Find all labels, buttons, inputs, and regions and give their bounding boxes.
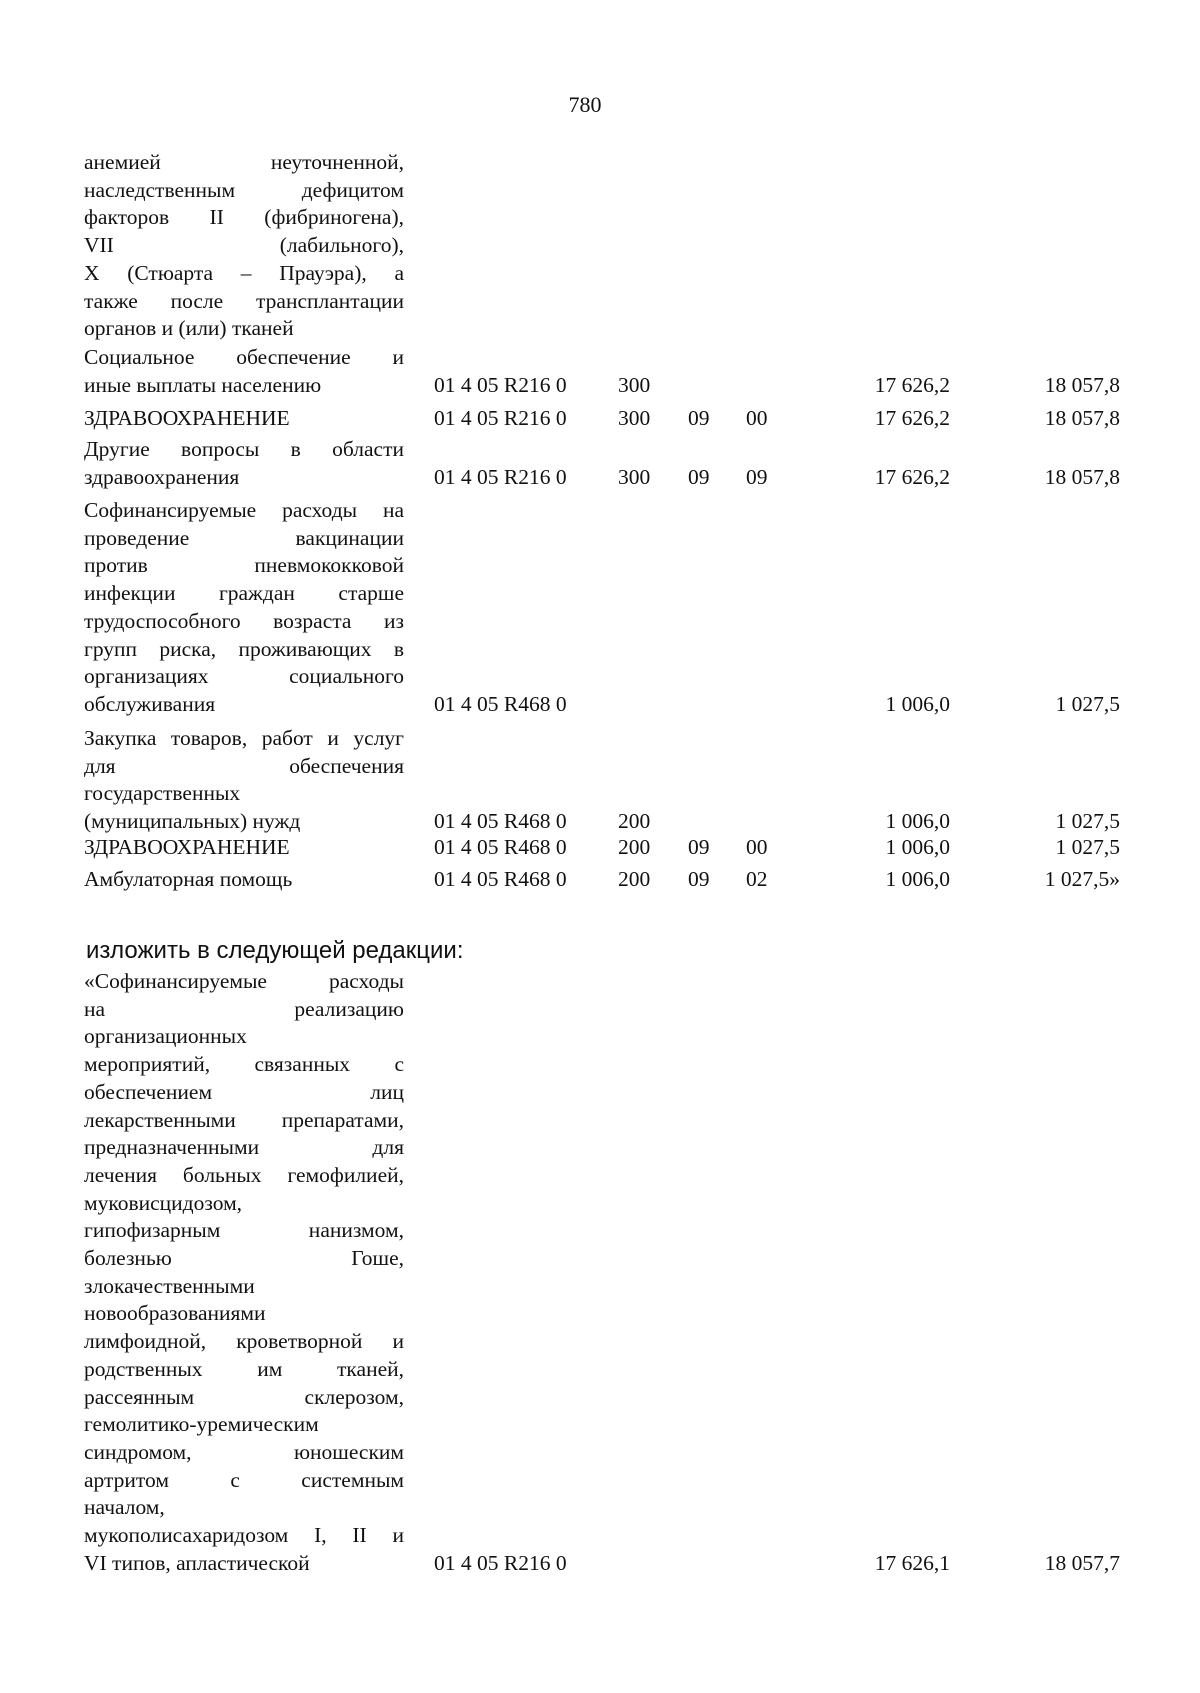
target-article-code: 01 4 05 R216 0 (434, 373, 567, 397)
amount-year-1: 1 006,0 (885, 809, 950, 833)
target-article-code: 01 4 05 R468 0 (434, 867, 567, 891)
description-line: мероприятий, связанных с (84, 1052, 404, 1077)
target-article-code: 01 4 05 R468 0 (434, 835, 567, 859)
section-code: 09 (688, 835, 710, 859)
expense-type-code: 300 (618, 373, 651, 397)
amount-year-2: 18 057,8 (1044, 465, 1120, 489)
description-line: Софинансируемые расходы на (84, 498, 404, 522)
amount-year-2: 1 027,5 (1055, 835, 1120, 859)
description-line: групп риска, проживающих в (84, 636, 404, 661)
subsection-code: 00 (746, 406, 768, 430)
description-line: обслуживания (84, 691, 216, 716)
description-line: организационных (84, 1024, 247, 1049)
description-line: факторов II (фибриногена), (84, 205, 404, 230)
expense-type-code: 200 (618, 835, 651, 859)
description-line: гемолитико-уремическим (84, 1412, 319, 1437)
description-line: артритом с системным (84, 1467, 404, 1492)
subsection-code: 00 (746, 835, 768, 859)
description-line: VI типов, апластической (84, 1550, 310, 1575)
description-line: Амбулаторная помощь (84, 867, 293, 891)
description-line: рассеянным склерозом, (84, 1384, 404, 1409)
target-article-code: 01 4 05 R468 0 (434, 692, 567, 716)
amount-year-2: 18 057,7 (1044, 1551, 1120, 1575)
description-line: новообразованиями (84, 1301, 266, 1326)
description-line: наследственным дефицитом (84, 177, 404, 202)
row-description (84, 344, 404, 399)
amount-year-1: 17 626,2 (874, 406, 950, 430)
description-line: лекарственными препаратами, (84, 1107, 404, 1132)
description-line: на реализацию (84, 996, 404, 1021)
amount-year-1: 1 006,0 (885, 867, 950, 891)
amount-year-1: 1 006,0 (885, 835, 950, 859)
row-description (84, 497, 404, 719)
description-line: началом, (84, 1495, 165, 1520)
description-line: также после трансплантации (84, 288, 404, 313)
description-line: муковисцидозом, (84, 1190, 243, 1215)
section-code: 09 (688, 465, 710, 489)
expense-type-code: 300 (618, 465, 651, 489)
subsection-code: 02 (746, 867, 768, 891)
row-description (84, 725, 404, 836)
description-line: мукополисахаридозом I, II и (84, 1523, 404, 1548)
description-line: родственных им тканей, (84, 1356, 404, 1381)
description-line: синдромом, юношеским (84, 1439, 404, 1464)
target-article-code: 01 4 05 R216 0 (434, 1551, 567, 1575)
target-article-code: 01 4 05 R216 0 (434, 406, 567, 430)
section-code: 09 (688, 867, 710, 891)
section-code: 09 (688, 406, 710, 430)
amount-year-1: 17 626,2 (874, 373, 950, 397)
target-article-code: 01 4 05 R216 0 (434, 465, 567, 489)
description-line: органов и (или) тканей (84, 316, 294, 341)
description-line: лечения больных гемофилией, (84, 1162, 404, 1187)
description-line: здравоохранения (84, 464, 240, 489)
row-description (84, 149, 404, 343)
row-description (84, 834, 404, 862)
description-line: гипофизарным нанизмом, (84, 1218, 404, 1243)
description-line: проведение вакцинации (84, 525, 404, 550)
description-line: ЗДРАВООХРАНЕНИЕ (84, 406, 290, 430)
row-description (84, 866, 404, 894)
description-line: X (Стюарта – Прауэра), а (84, 260, 404, 285)
description-line: против пневмококковой (84, 553, 404, 578)
description-line: анемией неуточненной, (84, 150, 404, 174)
description-line: Другие вопросы в области (84, 437, 404, 461)
target-article-code: 01 4 05 R468 0 (434, 809, 567, 833)
amount-year-2: 1 027,5 (1055, 692, 1120, 716)
description-line: «Софинансируемые расходы (84, 969, 404, 993)
description-line: инфекции граждан старше (84, 581, 404, 606)
description-line: (муниципальных) нужд (84, 809, 301, 834)
description-line: VII (лабильного), (84, 233, 404, 258)
description-line: болезнью Гоше, (84, 1246, 404, 1271)
page-number: 780 (568, 92, 602, 117)
amount-year-2: 18 057,8 (1044, 406, 1120, 430)
amount-year-2: 1 027,5» (1044, 867, 1120, 891)
description-line: предназначенными для (84, 1135, 404, 1160)
description-line: организациях социального (84, 664, 404, 689)
amount-year-1: 1 006,0 (885, 692, 950, 716)
description-line: для обеспечения (84, 753, 404, 778)
expense-type-code: 300 (618, 406, 651, 430)
row-description (84, 436, 404, 491)
subsection-code: 09 (746, 465, 768, 489)
description-line: злокачественными (84, 1273, 255, 1298)
amount-year-2: 18 057,8 (1044, 373, 1120, 397)
expense-type-code: 200 (618, 809, 651, 833)
row-description (84, 405, 404, 433)
amount-year-1: 17 626,2 (874, 465, 950, 489)
amendment-instruction: изложить в следующей редакции: (86, 937, 464, 964)
description-line: Закупка товаров, работ и услуг (84, 726, 404, 750)
description-line: Социальное обеспечение и (84, 345, 404, 369)
expense-type-code: 200 (618, 867, 651, 891)
description-line: лимфоидной, кроветворной и (84, 1329, 404, 1354)
description-line: государственных (84, 781, 241, 806)
description-line: трудоспособного возраста из (84, 608, 404, 633)
row-description (84, 968, 404, 1577)
description-line: ЗДРАВООХРАНЕНИЕ (84, 835, 290, 859)
amount-year-2: 1 027,5 (1055, 809, 1120, 833)
description-line: обеспечением лиц (84, 1079, 404, 1104)
amount-year-1: 17 626,1 (874, 1551, 950, 1575)
description-line: иные выплаты населению (84, 372, 322, 397)
